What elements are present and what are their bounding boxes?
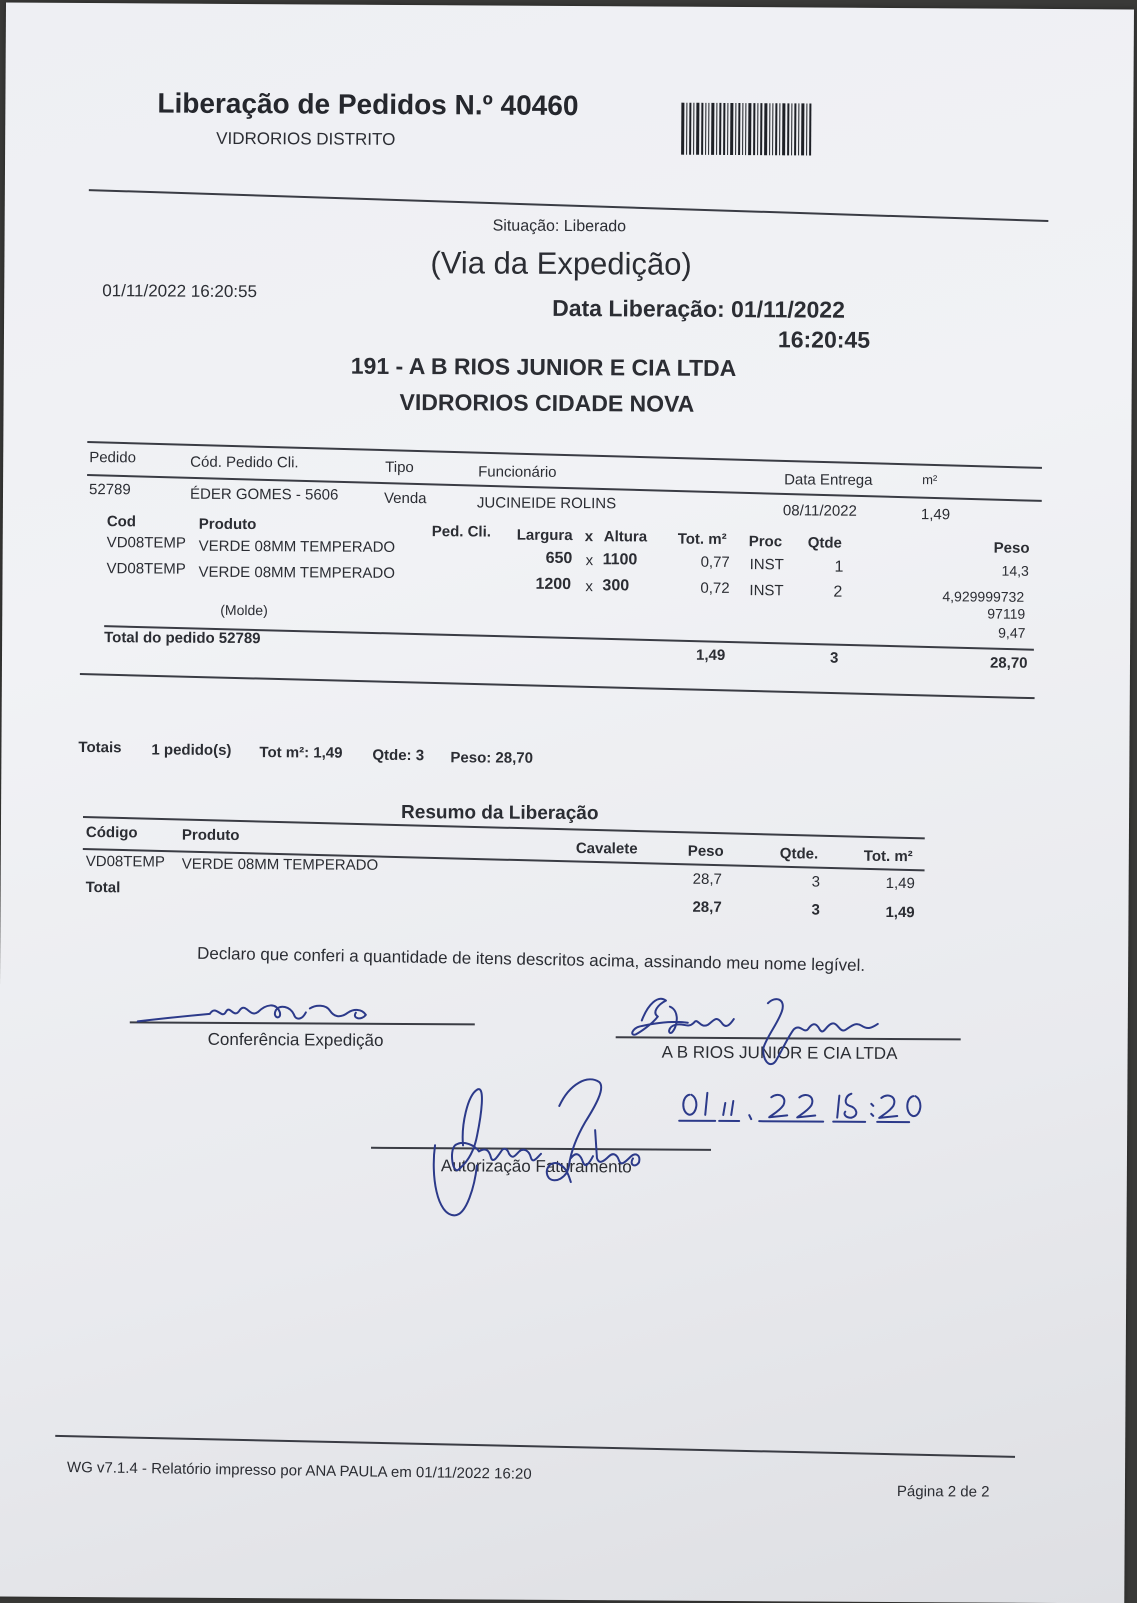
item-1-peso: 14,3 — [1001, 562, 1029, 579]
barcode-bar — [719, 103, 721, 155]
barcode-bar — [748, 103, 751, 155]
totais-pedidos: 1 pedido(s) — [151, 741, 232, 759]
resumo-col-tot-m2: Tot. m² — [863, 847, 913, 866]
col-ped-cli: Ped. Cli. — [431, 523, 492, 541]
item-2-produto: VERDE 08MM TEMPERADO — [198, 563, 396, 582]
item-2-tot-m2: 0,72 — [700, 579, 730, 597]
order-tipo: Venda — [383, 489, 427, 508]
conferencia-signature — [130, 993, 390, 1035]
barcode-bar — [775, 103, 777, 155]
barcode — [681, 103, 851, 156]
item-1-tot-m2: 0,77 — [700, 553, 730, 571]
totais-qtde: Qtde: 3 — [372, 746, 425, 765]
footer-page: Página 2 de 2 — [896, 1483, 990, 1501]
company-sign-label: A B RIOS JUNIOR E CIA LTDA — [661, 1042, 898, 1064]
item-1-proc: INST — [749, 556, 784, 574]
barcode-bar — [769, 103, 770, 155]
col-funcionario: Funcionário — [478, 463, 557, 481]
barcode-bar — [757, 103, 758, 155]
col-tot-m2: Tot. m² — [677, 530, 727, 548]
conferencia-label: Conferência Expedição — [207, 1029, 384, 1050]
resumo-col-qtde: Qtde. — [779, 845, 819, 863]
barcode-bar — [742, 103, 743, 155]
barcode-bar — [723, 103, 725, 155]
col-pedido: Pedido — [89, 449, 137, 467]
resumo-col-cavalete: Cavalete — [575, 840, 638, 858]
barcode-bar — [798, 103, 799, 155]
barcode-bar — [760, 103, 762, 155]
col-altura: Altura — [603, 528, 648, 546]
barcode-bar — [735, 103, 736, 155]
resumo-total-tot-m2: 1,49 — [885, 903, 915, 922]
resumo-row-peso: 28,7 — [692, 870, 722, 888]
resumo-row-codigo: VD08TEMP — [85, 853, 166, 871]
footer-divider — [55, 1435, 1015, 1458]
resumo-total-label: Total — [85, 879, 121, 897]
col-proc: Proc — [748, 533, 783, 551]
data-liberacao-time: 16:20:45 — [777, 326, 871, 353]
company-signature — [617, 976, 888, 1078]
situacao-label: Situação: Liberado — [492, 217, 627, 236]
order-funcionario: JUCINEIDE ROLINS — [476, 494, 617, 513]
col-largura: Largura — [516, 526, 573, 545]
item-2-altura: 300 — [602, 577, 630, 595]
barcode-bar — [689, 103, 691, 155]
item-1-qtde: 1 — [834, 558, 844, 576]
item-2-cod: VD08TEMP — [106, 560, 186, 578]
item-2-proc: INST — [749, 582, 784, 600]
col-qtde: Qtde — [807, 534, 842, 552]
order-pedido: 52789 — [88, 481, 131, 499]
molde-note: (Molde) — [220, 601, 268, 619]
col-m2: m² — [922, 472, 938, 488]
barcode-bar — [708, 103, 709, 155]
col-cod: Cod — [106, 513, 137, 531]
col-x: x — [584, 528, 594, 546]
totais-m2: Tot m²: 1,49 — [259, 744, 343, 762]
barcode-bar — [738, 103, 740, 155]
barcode-bar — [705, 103, 706, 155]
barcode-bar — [794, 103, 796, 155]
document-page — [0, 3, 1134, 1603]
barcode-bar — [711, 103, 714, 155]
items-bottom-line — [80, 673, 1035, 699]
barcode-bar — [791, 103, 792, 155]
barcode-bar — [693, 103, 694, 155]
order-cod-pedido-cli: ÉDER GOMES - 5606 — [189, 485, 339, 504]
resumo-col-peso: Peso — [687, 842, 724, 860]
order-total-qtde: 3 — [829, 649, 839, 667]
item-2-peso-line3: 9,47 — [998, 624, 1026, 641]
resumo-title: Resumo da Liberação — [401, 801, 599, 825]
item-1-cod: VD08TEMP — [106, 534, 186, 552]
print-datetime: 01/11/2022 16:20:55 — [102, 281, 258, 302]
item-1-largura: 650 — [545, 549, 573, 568]
col-tipo: Tipo — [385, 458, 414, 477]
barcode-bar — [716, 103, 717, 155]
resumo-col-codigo: Código — [85, 824, 138, 842]
resumo-col-produto: Produto — [181, 826, 240, 844]
item-2-qtde: 2 — [833, 583, 843, 601]
document-title: Liberação de Pedidos N.º 40460 — [157, 87, 579, 122]
order-total-m2: 1,49 — [695, 646, 726, 664]
item-1-altura: 1100 — [602, 551, 638, 569]
footer-printed-by: WG v7.1.4 - Relatório impresso por ANA PAULA em 01/11/2022 16:20 — [66, 1458, 532, 1483]
item-2-x: x — [585, 578, 594, 596]
barcode-bar — [764, 103, 767, 155]
client-name: 191 - A B RIOS JUNIOR E CIA LTDA — [350, 352, 737, 382]
resumo-row-qtde: 3 — [811, 873, 821, 891]
order-total-label: Total do pedido 52789 — [104, 629, 261, 648]
company-name: VIDRORIOS DISTRITO — [216, 128, 396, 149]
col-data-entrega: Data Entrega — [784, 471, 873, 489]
item-2-largura: 1200 — [535, 575, 572, 594]
col-cod-pedido-cli: Cód. Pedido Cli. — [190, 453, 299, 472]
totais-label: Totais — [78, 739, 122, 757]
barcode-bar — [809, 103, 811, 155]
item-1-x: x — [585, 552, 594, 570]
barcode-bar — [696, 103, 699, 155]
resumo-total-qtde: 3 — [811, 901, 820, 919]
barcode-bar — [681, 103, 684, 155]
barcode-bar — [782, 103, 785, 155]
barcode-bar — [701, 103, 703, 155]
resumo-total-peso: 28,7 — [692, 898, 722, 916]
via-label: (Via da Expedição) — [430, 245, 692, 282]
resumo-row-produto: VERDE 08MM TEMPERADO — [181, 855, 379, 874]
client-store: VIDRORIOS CIDADE NOVA — [399, 388, 695, 417]
col-produto: Produto — [198, 515, 257, 534]
order-m2: 1,49 — [920, 506, 951, 524]
barcode-bar — [801, 103, 804, 155]
order-total-peso: 28,70 — [989, 654, 1028, 672]
barcode-bar — [779, 103, 780, 155]
barcode-bar — [806, 103, 807, 155]
autorizacao-signature — [419, 1065, 670, 1227]
item-1-produto: VERDE 08MM TEMPERADO — [198, 537, 396, 556]
totais-peso: Peso: 28,70 — [450, 749, 534, 767]
barcode-bar — [730, 103, 733, 155]
order-data-entrega: 08/11/2022 — [782, 502, 857, 520]
data-liberacao: Data Liberação: 01/11/2022 — [552, 294, 846, 323]
resumo-row-tot-m2: 1,49 — [885, 874, 915, 893]
col-peso: Peso — [993, 539, 1030, 557]
barcode-bar — [772, 103, 773, 155]
handwritten-date — [675, 1081, 965, 1133]
barcode-bar — [745, 103, 746, 155]
item-2-peso-line2: 97119 — [987, 605, 1026, 622]
item-2-peso-line1: 4,929999732 — [942, 588, 1025, 605]
declaration-text: Declaro que conferi a quantidade de itens descritos acima, assinando meu nome legível. — [196, 943, 866, 975]
barcode-bar — [686, 103, 687, 155]
barcode-bar — [787, 103, 789, 155]
barcode-bar — [753, 103, 755, 155]
barcode-bar — [727, 103, 728, 155]
autorizacao-label: Autorização Faturamento — [440, 1156, 632, 1177]
